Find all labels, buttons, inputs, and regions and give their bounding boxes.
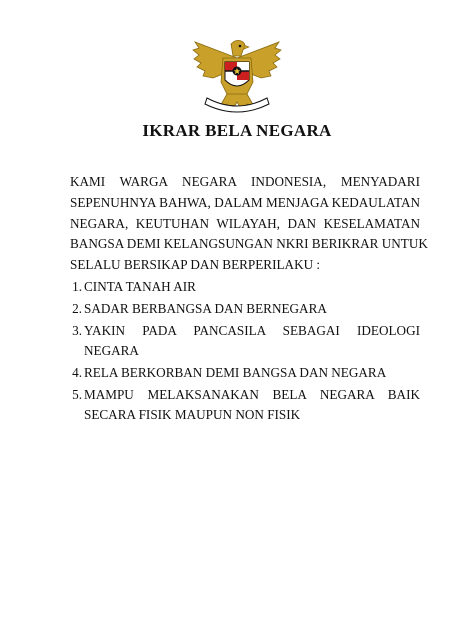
pledge-item xyxy=(70,363,420,383)
pledge-number: 1. xyxy=(72,279,82,294)
pledge-number: 4. xyxy=(72,365,82,380)
pledge-number: 2. xyxy=(72,301,82,316)
document-title: IKRAR BELA NEGARA xyxy=(142,121,332,140)
pledge-text: NEGARA xyxy=(84,343,139,358)
intro-line: BANGSA DEMI KELANGSUNGAN NKRI BERIKRAR UNTUK xyxy=(70,236,428,252)
pledge-list xyxy=(70,277,420,427)
pledge-text: SADAR BERBANGSA DAN BERNEGARA xyxy=(84,301,327,316)
garuda-emblem-icon xyxy=(189,38,285,118)
pledge-item xyxy=(70,277,420,297)
pledge-text: CINTA TANAH AIR xyxy=(84,279,196,294)
intro-line: NEGARA, KEUTUHAN WILAYAH, DAN KESELAMATAN xyxy=(70,215,420,231)
intro-line: KAMI WARGA NEGARA INDONESIA, MENYADARI xyxy=(70,174,420,189)
pledge-text: SECARA FISIK MAUPUN NON FISIK xyxy=(84,407,301,422)
intro-line: SELALU BERSIKAP DAN BERPERILAKU : xyxy=(70,257,321,273)
pledge-number: 3. xyxy=(72,323,82,338)
pledge-item xyxy=(70,321,420,361)
pledge-item xyxy=(70,385,420,425)
pledge-text: YAKIN PADA PANCASILA SEBAGAI IDEOLOGI xyxy=(84,323,420,338)
intro-line: SEPENUHNYA BAHWA, DALAM MENJAGA KEDAULATAN xyxy=(70,194,420,210)
pledge-item xyxy=(70,299,420,319)
pledge-text: MAMPU MELAKSANAKAN BELA NEGARA BAIK xyxy=(84,387,420,402)
pledge-text: RELA BERKORBAN DEMI BANGSA DAN NEGARA xyxy=(84,365,387,380)
pledge-number: 5. xyxy=(72,387,82,402)
intro-paragraph xyxy=(70,172,428,276)
